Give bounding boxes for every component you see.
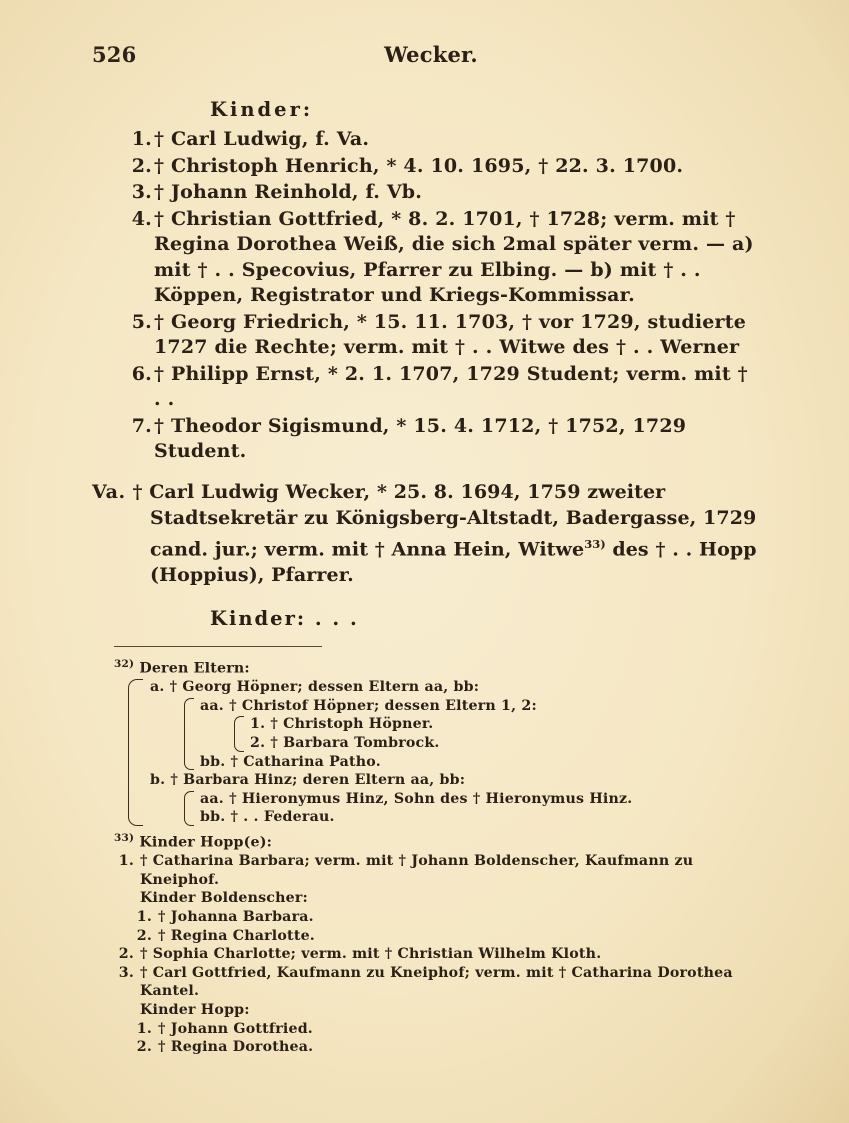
- list-item: [92, 127, 760, 153]
- list-item-text: † Carl Gottfried, Kaufmann zu Kneiphof; verm. mit † Catharina Dorothea Kantel.: [140, 964, 733, 1000]
- list-item-text: † Christoph Henrich, * 4. 10. 1695, † 22. 3. 1700.: [154, 154, 684, 177]
- list-subheading: [114, 889, 760, 908]
- list-subheading-text: Kinder Boldenscher:: [140, 890, 308, 907]
- list-item-number: 1.: [118, 853, 134, 870]
- list-item-text: † Johanna Barbara.: [158, 909, 314, 926]
- footnote-33-heading: [114, 829, 760, 852]
- page-number: 526: [92, 42, 137, 67]
- list-item-text: † Theodor Sigismund, * 15. 4. 1712, † 1752, 1729 Student.: [154, 414, 687, 462]
- list-subheading-text: Kinder Hopp:: [140, 1001, 250, 1018]
- list-item-number: 6.: [131, 362, 152, 385]
- page-header: [92, 42, 760, 72]
- list-item: [114, 1038, 760, 1057]
- entry-va: [92, 479, 760, 588]
- children-list: [92, 127, 760, 465]
- footnote-33-list: [114, 852, 760, 1057]
- brace-icon: [128, 679, 143, 826]
- brace-icon: [184, 698, 194, 770]
- entry-label: Va.: [92, 480, 126, 503]
- list-item: [114, 1020, 760, 1039]
- list-item-number: 1.: [131, 128, 152, 150]
- footnote-33-heading-text: Kinder Hopp(e):: [139, 834, 273, 851]
- list-item: [92, 310, 760, 361]
- brace-icon: [184, 791, 194, 826]
- footnotes: [114, 655, 760, 1057]
- footnote-line: 1. † Christoph Höpner.: [250, 716, 434, 733]
- list-subheading: [114, 1001, 760, 1020]
- list-item: [92, 362, 760, 413]
- entry-text-after: des † . . Hopp (Hoppius), Pfarrer.: [150, 537, 757, 586]
- footnote-32: [114, 655, 760, 827]
- footnote-marker: 33): [584, 536, 606, 551]
- footnote-line: bb. † Catharina Patho.: [200, 753, 381, 770]
- entry-text: † Carl Ludwig Wecker, * 25. 8. 1694, 1759 zweiter Stadtsekretär zu Königsberg-Altstadt, Badergasse, 1729 cand. jur.; verm. mit † Anna Hein, Witwe: [132, 480, 757, 560]
- list-item: [114, 964, 760, 1001]
- list-item-text: † Philipp Ernst, * 2. 1. 1707, 1729 Student; verm. mit † . .: [154, 362, 748, 410]
- ancestors-brace-group: [128, 678, 760, 827]
- footnote-line: 2. † Barbara Tombrock.: [250, 734, 440, 751]
- footnote-32-heading-text: Deren Eltern:: [139, 660, 250, 677]
- footnote-line: aa. † Christof Höpner; dessen Eltern 1, 2:: [200, 697, 537, 714]
- footnote-line: a. † Georg Höpner; dessen Eltern aa, bb:: [150, 679, 480, 696]
- list-item-number: 1.: [136, 909, 152, 926]
- list-item: [92, 207, 760, 309]
- list-item-number: 2.: [136, 1039, 152, 1056]
- list-item-number: 1.: [136, 1020, 152, 1037]
- list-item-number: 2.: [118, 946, 134, 963]
- list-item-number: 3.: [131, 181, 152, 203]
- children-heading: Kinder:: [210, 98, 314, 121]
- list-item-text: † Catharina Barbara; verm. mit † Johann Boldenscher, Kaufmann zu Kneiphof.: [140, 853, 694, 888]
- list-item: [114, 927, 760, 946]
- page-content: [92, 42, 760, 1059]
- footnote-32-heading: [114, 655, 760, 678]
- footnote-line: aa. † Hieronymus Hinz, Sohn des † Hieronymus Hinz.: [200, 790, 633, 807]
- ancestors-sub-brace-group-2: [234, 715, 760, 752]
- list-item-text: † Regina Charlotte.: [158, 927, 315, 944]
- brace-icon: [234, 716, 244, 751]
- ancestors-sub-brace-group-3: [184, 790, 760, 827]
- list-item-text: † Johann Reinhold, f. Vb.: [154, 181, 423, 203]
- list-item-number: 5.: [131, 310, 152, 333]
- list-item-number: 7.: [131, 414, 152, 437]
- list-item-text: † Regina Dorothea.: [158, 1039, 314, 1056]
- list-item-text: † Sophia Charlotte; verm. mit † Christian Wilhelm Kloth.: [140, 946, 602, 963]
- children-heading-2: Kinder: . . .: [210, 606, 359, 630]
- list-item: [92, 154, 760, 180]
- footnote-33-marker: 33): [114, 831, 135, 844]
- list-item-number: 4.: [131, 207, 152, 230]
- list-item-text: † Carl Ludwig, f. Va.: [154, 128, 370, 150]
- list-item-number: 2.: [136, 927, 152, 944]
- running-title: Wecker.: [384, 42, 478, 67]
- list-item-number: 2.: [131, 154, 152, 177]
- list-item: [114, 908, 760, 927]
- footnote-divider: [114, 646, 322, 647]
- list-item: [114, 852, 760, 889]
- ancestors-sub-brace-group: [184, 697, 760, 771]
- list-item-text: † Christian Gottfried, * 8. 2. 1701, † 1728; verm. mit † Regina Dorothea Weiß, die sich 2mal später verm. — a) mit † . . Specovius, Pfarrer zu Elbing. — b) mit † . . Köppen, Registrator und Kriegs-Kommissar.: [154, 207, 754, 306]
- footnote-line: b. † Barbara Hinz; deren Eltern aa, bb:: [150, 772, 466, 789]
- footnote-33: [114, 829, 760, 1057]
- list-item: [114, 945, 760, 964]
- footnote-32-marker: 32): [114, 657, 135, 670]
- list-item-number: 3.: [118, 964, 134, 981]
- footnote-line: bb. † . . Federau.: [200, 809, 335, 826]
- list-item-text: † Georg Friedrich, * 15. 11. 1703, † vor 1729, studierte 1727 die Rechte; verm. mit † . . Witwe des † . . Werner: [154, 310, 746, 358]
- list-item: [92, 180, 760, 206]
- list-item: [92, 414, 760, 465]
- list-item-text: † Johann Gottfried.: [158, 1020, 313, 1037]
